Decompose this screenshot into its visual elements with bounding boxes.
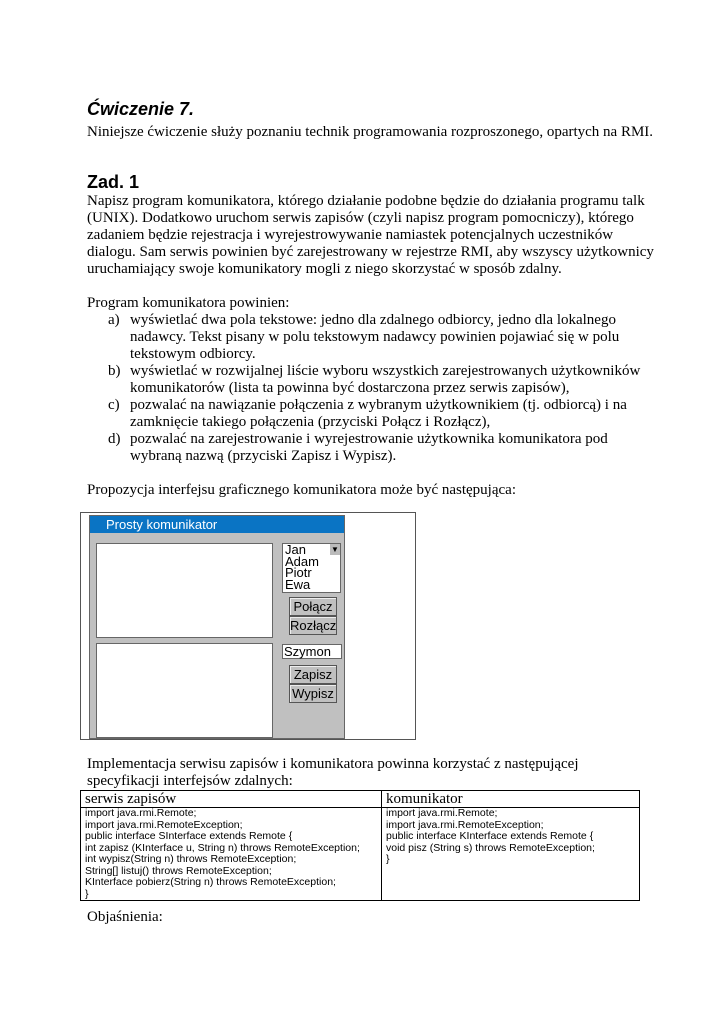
table-header: komunikator (382, 791, 640, 808)
list-letter: a) (108, 312, 120, 328)
gui-figure (80, 512, 416, 740)
text-line: wyświetlać dwa pola tekstowe: jedno dla zdalnego odbiorcy, jedno dla lokalnego (130, 312, 616, 328)
list-item (87, 363, 654, 397)
username-input[interactable]: Szymon (282, 644, 342, 659)
text-line: uruchamiający swoje komunikatory mogli z niego skorzystać w sposób zdalny. (87, 261, 562, 277)
task-description (87, 193, 654, 499)
connect-button[interactable]: Połącz (289, 597, 337, 616)
text-line: Implementacja serwisu zapisów i komunikatora powinna korzystać z następującej (87, 756, 579, 772)
text-line: nadawcy. Tekst pisany w polu tekstowym nadawcy powinien pojawiać się w polu (130, 329, 620, 345)
disconnect-button[interactable]: Rozłącz (290, 618, 337, 633)
list-letter: b) (108, 363, 121, 379)
selected-user[interactable]: Jan (285, 542, 306, 557)
register-button[interactable]: Zapisz (289, 665, 337, 684)
dropdown-arrow-icon[interactable]: ▼ (331, 545, 339, 554)
sinterface-code: import java.rmi.Remote; import java.rmi.RemoteException; public interface SInterface extends Remote { int zapisz (KInterface u, String n) throws RemoteException; int wypisz(String n) throws RemoteException; String[] listuj() throws RemoteException; KInterface pobierz(String n) throws RemoteException; } (81, 808, 382, 901)
list-letter: c) (108, 397, 120, 413)
gui-intro: Propozycja interfejsu graficznego komunikatora może być następująca: (87, 482, 516, 498)
text-line: zadaniem będzie rejestracja i wyrejestrowywanie namiastek potencjalnych uczestników (87, 227, 614, 243)
unregister-button[interactable]: Wypisz (289, 684, 337, 703)
sender-textarea[interactable] (96, 643, 273, 738)
user-option[interactable]: Adam (285, 553, 319, 569)
interface-table (80, 790, 640, 901)
requirements-intro: Program komunikatora powinien: (87, 295, 290, 311)
text-line: pozwalać na zarejestrowanie i wyrejestrowanie użytkownika komunikatora pod (130, 431, 608, 447)
user-select[interactable] (282, 543, 341, 593)
user-option[interactable]: Piotr (285, 565, 312, 580)
list-item (87, 397, 654, 431)
exercise-title: Ćwiczenie 7. (87, 99, 195, 119)
text-line: komunikatorów (lista ta powinna być dostarczona przez serwis zapisów), (130, 380, 570, 396)
text-line: tekstowym odbiorcy. (130, 346, 256, 362)
messenger-window (89, 515, 345, 739)
text-line: pozwalać na nawiązanie połączenia z wybranym użytkownikiem (tj. odbiorcą) i na (130, 397, 627, 413)
text-line: zamknięcie takiego połączenia (przyciski Połącz i Rozłącz), (130, 414, 491, 430)
table-header: serwis zapisów (81, 791, 382, 808)
receiver-textarea[interactable] (96, 543, 273, 638)
list-letter: d) (108, 431, 121, 447)
task-title: Zad. 1 (87, 172, 140, 192)
text-line: Napisz program komunikatora, którego działanie podobne będzie do działania programu talk (87, 193, 645, 209)
list-item (87, 312, 654, 363)
implementation-text (87, 756, 579, 790)
text-line: (UNIX). Dodatkowo uruchom serwis zapisów (czyli napisz program pomocniczy), którego (87, 210, 634, 226)
text-line: dialogu. Sam serwis powinien być zarejestrowany w rejestrze RMI, aby wszyscy użytkownicy (87, 244, 654, 260)
list-item (87, 431, 654, 465)
text-line: wyświetlać w rozwijalnej liście wyboru wszystkich zarejestrowanych użytkowników (130, 363, 641, 379)
kinterface-code: import java.rmi.Remote; import java.rmi.RemoteException; public interface KInterface extends Remote { void pisz (String s) throws RemoteException; } (382, 808, 640, 901)
explanations-heading: Objaśnienia: (87, 909, 163, 925)
text-line: wybraną nazwą (przyciski Zapisz i Wypisz). (130, 448, 397, 464)
window-titlebar: Prosty komunikator (90, 516, 344, 533)
intro-text: Niniejsze ćwiczenie służy poznaniu technik programowania rozproszonego, opartych na RMI. (87, 124, 654, 140)
text-line: specyfikacji interfejsów zdalnych: (87, 773, 293, 789)
user-option[interactable]: Ewa (285, 576, 311, 592)
